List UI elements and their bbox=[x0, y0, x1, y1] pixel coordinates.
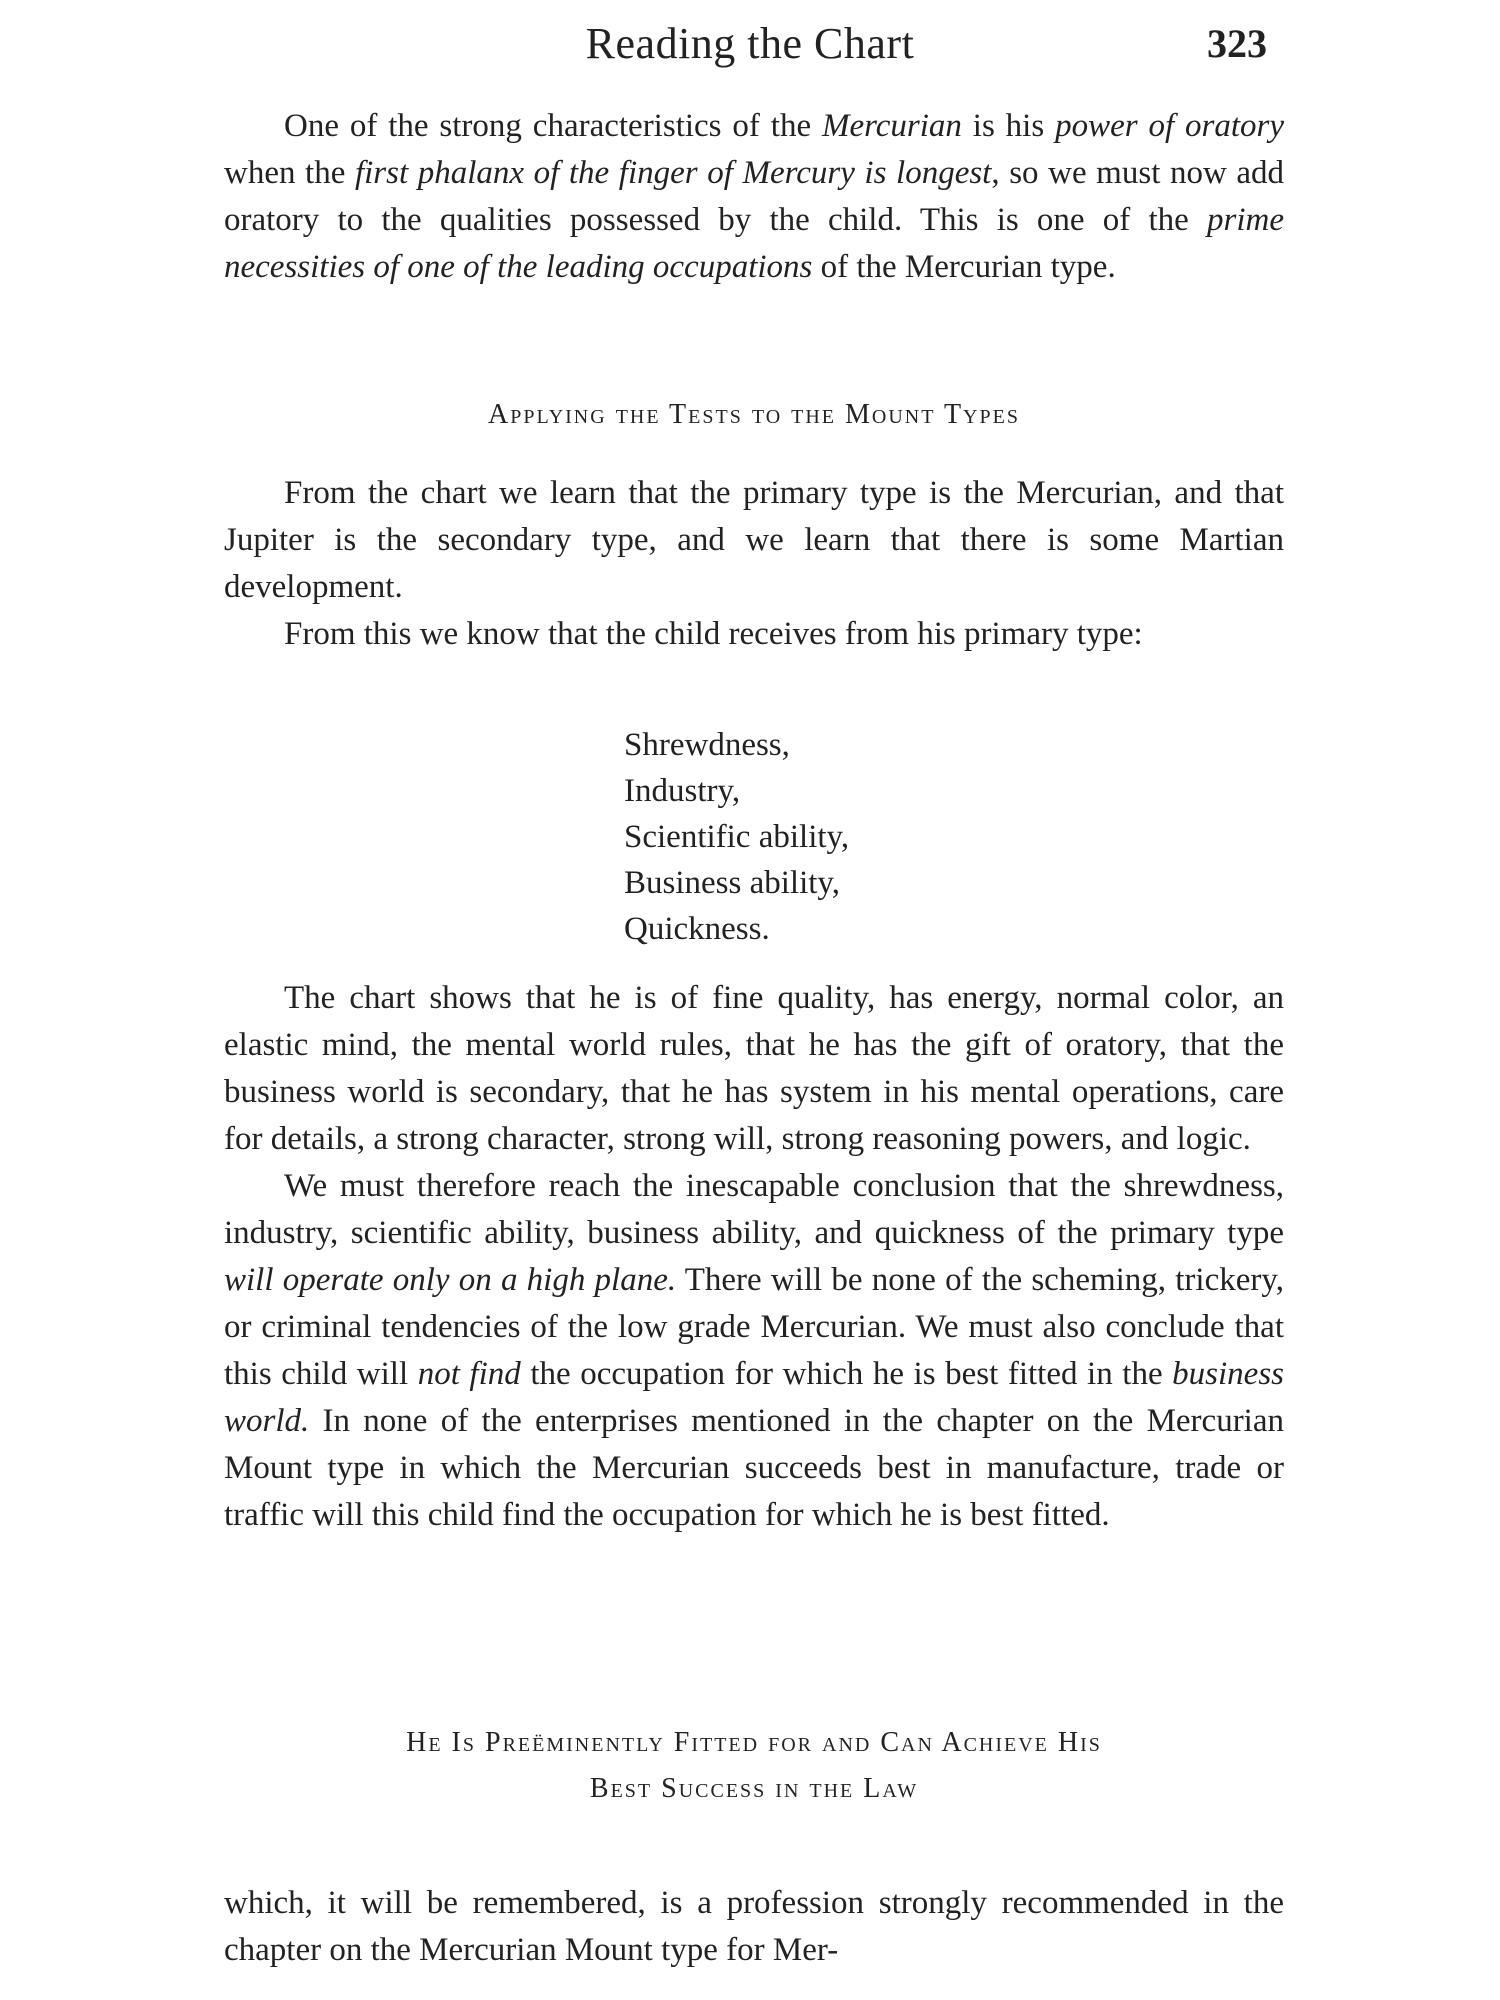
text-run: The chart shows that he is of fine quality, has energy, normal color, an elastic mind, the mental world rules, that he has the gift of oratory, that the business world is secondary, that he has system in his mental operations, care for details, a strong character, strong will, strong reasoning powers, and logic. bbox=[224, 980, 1284, 1157]
text-run: the occupation for which he is best fitted in the bbox=[520, 1356, 1173, 1392]
section-heading-applying-tests: Applying the Tests to the Mount Types bbox=[488, 399, 1020, 430]
text-run: There will be none of the scheming, trickery, or criminal tendencies of the low grade Mercurian. We must also conclude that this child will bbox=[224, 1262, 1284, 1392]
text-run: of the Mercurian type. bbox=[812, 249, 1116, 285]
text-run: From the chart we learn that the primary type is the Mercurian, and that Jupiter is the secondary type, and we learn that there is some Martian development. bbox=[224, 475, 1284, 605]
list-item: Industry, bbox=[624, 773, 741, 809]
heading-line: Best Success in the Law bbox=[589, 1773, 919, 1804]
running-title: Reading the Chart bbox=[585, 19, 915, 68]
text-run: In none of the enterprises mentioned in the chapter on the Mercurian Mount type in which the Mercurian succeeds best in manufacture, trade or traffic will this child find the occupation for which he is best fitted. bbox=[224, 1403, 1284, 1533]
text-run: One of the strong characteristics of the bbox=[284, 108, 822, 144]
paragraph-text bbox=[224, 1163, 1284, 1539]
text-run: when the bbox=[224, 155, 355, 191]
section-heading-law bbox=[224, 1720, 1284, 1812]
paragraph-text bbox=[224, 975, 1284, 1163]
paragraph-chart-shows bbox=[224, 975, 1284, 1539]
emphasis-text: power of oratory bbox=[1055, 108, 1284, 144]
text-run: We must therefore reach the inescapable conclusion that the shrewdness, industry, scientific ability, business ability, and quickness of the primary type bbox=[224, 1168, 1284, 1251]
list-item: Quickness. bbox=[624, 911, 770, 947]
paragraph-chart-types bbox=[224, 470, 1284, 658]
text-run: is his bbox=[961, 108, 1056, 144]
qualities-list bbox=[624, 722, 849, 952]
emphasis-text: business world. bbox=[224, 1356, 1284, 1439]
paragraph-text bbox=[224, 470, 1284, 611]
emphasis-text: first phalanx of the finger of Mercury is longest bbox=[354, 155, 992, 191]
emphasis-text: prime necessities of one of the leading occupations bbox=[224, 202, 1284, 285]
list-item: Scientific ability, bbox=[624, 819, 850, 855]
emphasis-text: Mercurian bbox=[821, 108, 962, 144]
text-run: , so we must now add oratory to the qualities possessed by the child. This is one of the bbox=[224, 155, 1285, 238]
paragraph-law-profession bbox=[224, 1880, 1284, 1974]
text-run: From this we know that the child receives from his primary type: bbox=[284, 616, 1143, 652]
page-number: 323 bbox=[1207, 21, 1267, 66]
emphasis-text: not find bbox=[417, 1356, 521, 1392]
running-header bbox=[0, 18, 1500, 78]
text-run: which, it will be remembered, is a profession strongly recommended in the chapter on the Mercurian Mount type for Mer- bbox=[224, 1885, 1284, 1968]
heading-line: He Is Preëminently Fitted for and Can Achieve His bbox=[406, 1727, 1102, 1758]
paragraph-text bbox=[224, 1880, 1284, 1974]
paragraph-oratory bbox=[224, 103, 1284, 291]
list-item: Shrewdness, bbox=[624, 727, 790, 763]
paragraph-text bbox=[224, 103, 1284, 291]
emphasis-text: will operate only on a high plane. bbox=[224, 1262, 677, 1298]
list-item: Business ability, bbox=[624, 865, 841, 901]
paragraph-text bbox=[224, 611, 1284, 658]
